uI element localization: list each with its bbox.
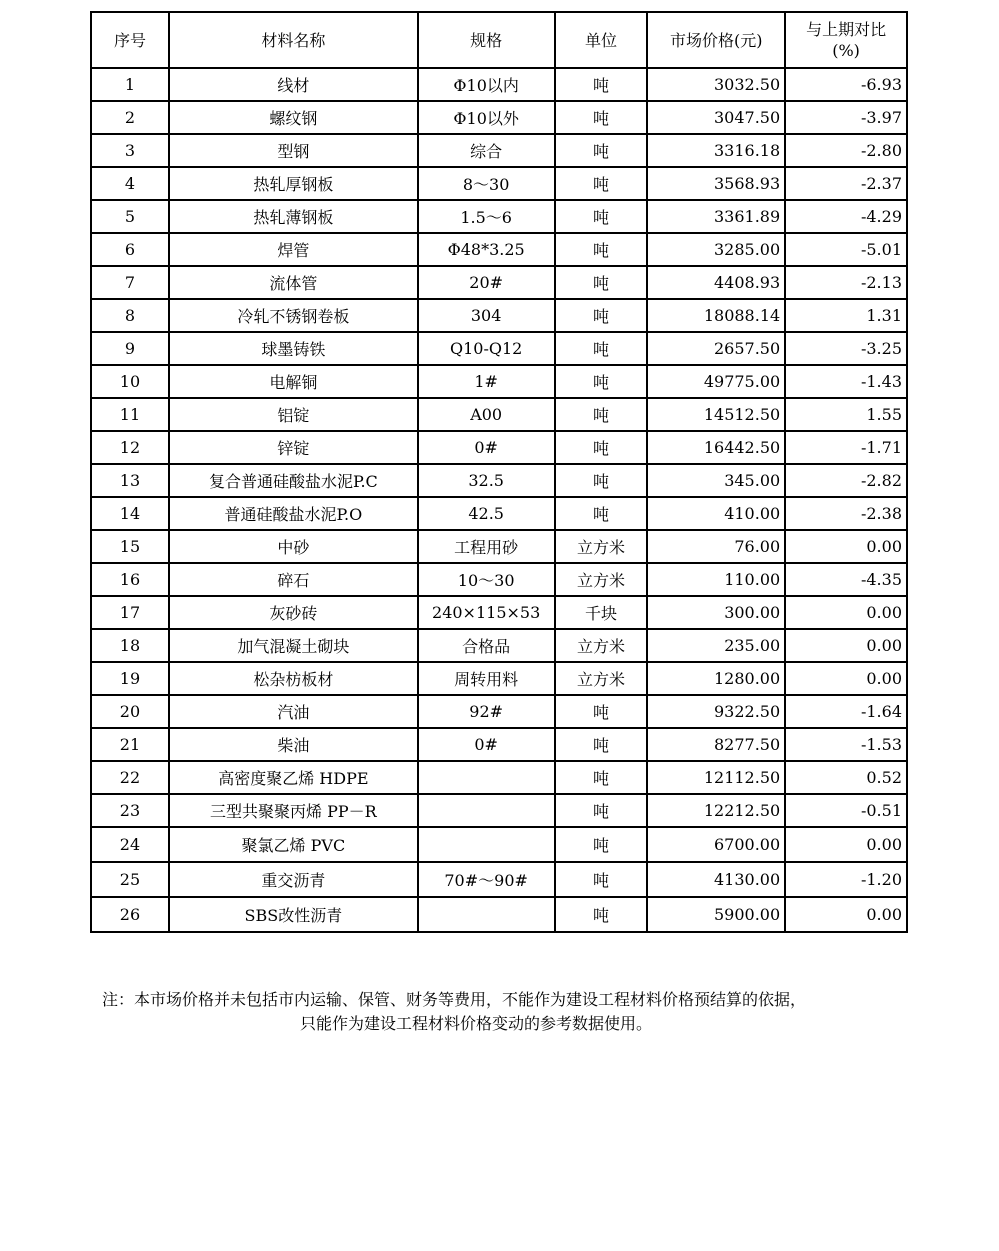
cell-unit: 立方米 — [555, 662, 648, 695]
cell-spec: 1.5～6 — [418, 200, 555, 233]
cell-price: 235.00 — [647, 629, 785, 662]
cell-spec: Φ10以内 — [418, 68, 555, 101]
cell-change: 0.00 — [785, 827, 907, 862]
cell-seq: 12 — [91, 431, 169, 464]
cell-price: 9322.50 — [647, 695, 785, 728]
header-change — [785, 12, 907, 68]
cell-name: 球墨铸铁 — [169, 332, 418, 365]
cell-spec: A00 — [418, 398, 555, 431]
cell-spec: 0# — [418, 431, 555, 464]
cell-spec — [418, 794, 555, 827]
cell-seq: 5 — [91, 200, 169, 233]
cell-unit: 吨 — [555, 897, 648, 932]
cell-change: -2.82 — [785, 464, 907, 497]
cell-spec — [418, 827, 555, 862]
table-row — [91, 794, 907, 827]
cell-seq: 2 — [91, 101, 169, 134]
table-row — [91, 530, 907, 563]
cell-name: 聚氯乙烯 PVC — [169, 827, 418, 862]
cell-price: 18088.14 — [647, 299, 785, 332]
cell-unit: 吨 — [555, 761, 648, 794]
header-change-line2: (%) — [832, 41, 860, 60]
cell-seq: 24 — [91, 827, 169, 862]
cell-spec: 304 — [418, 299, 555, 332]
cell-name: 松杂枋板材 — [169, 662, 418, 695]
cell-name: 三型共聚聚丙烯 PP－R — [169, 794, 418, 827]
cell-seq: 18 — [91, 629, 169, 662]
cell-seq: 8 — [91, 299, 169, 332]
header-row — [91, 12, 907, 68]
cell-spec: 1# — [418, 365, 555, 398]
table-row — [91, 431, 907, 464]
cell-unit: 吨 — [555, 497, 648, 530]
table-row — [91, 464, 907, 497]
cell-name: 普通硅酸盐水泥P.O — [169, 497, 418, 530]
cell-unit: 吨 — [555, 862, 648, 897]
table-row — [91, 662, 907, 695]
table-row — [91, 167, 907, 200]
cell-seq: 21 — [91, 728, 169, 761]
cell-unit: 吨 — [555, 134, 648, 167]
cell-name: 碎石 — [169, 563, 418, 596]
cell-unit: 吨 — [555, 365, 648, 398]
cell-price: 8277.50 — [647, 728, 785, 761]
cell-name: SBS改性沥青 — [169, 897, 418, 932]
cell-name: 焊管 — [169, 233, 418, 266]
cell-name: 加气混凝土砌块 — [169, 629, 418, 662]
cell-spec: 32.5 — [418, 464, 555, 497]
cell-seq: 16 — [91, 563, 169, 596]
cell-spec: Φ48*3.25 — [418, 233, 555, 266]
cell-change: -1.43 — [785, 365, 907, 398]
cell-seq: 11 — [91, 398, 169, 431]
cell-seq: 20 — [91, 695, 169, 728]
cell-change: -1.53 — [785, 728, 907, 761]
table-row — [91, 596, 907, 629]
cell-unit: 吨 — [555, 332, 648, 365]
cell-spec: 周转用料 — [418, 662, 555, 695]
table-row — [91, 497, 907, 530]
cell-change: -3.25 — [785, 332, 907, 365]
cell-price: 3361.89 — [647, 200, 785, 233]
cell-price: 2657.50 — [647, 332, 785, 365]
cell-price: 110.00 — [647, 563, 785, 596]
cell-seq: 7 — [91, 266, 169, 299]
cell-price: 12212.50 — [647, 794, 785, 827]
cell-unit: 吨 — [555, 233, 648, 266]
cell-change: -4.29 — [785, 200, 907, 233]
cell-spec: Φ10以外 — [418, 101, 555, 134]
cell-spec: 42.5 — [418, 497, 555, 530]
cell-unit: 吨 — [555, 464, 648, 497]
table-row — [91, 629, 907, 662]
table-row — [91, 728, 907, 761]
cell-seq: 1 — [91, 68, 169, 101]
cell-seq: 22 — [91, 761, 169, 794]
table-row — [91, 134, 907, 167]
cell-unit: 吨 — [555, 728, 648, 761]
cell-name: 电解铜 — [169, 365, 418, 398]
header-seq: 序号 — [91, 12, 169, 68]
footnote-line1: 注：本市场价格并未包括市内运输、保管、财务等费用，不能作为建设工程材料价格预结算的依据， — [102, 990, 807, 1009]
cell-spec: 70#～90# — [418, 862, 555, 897]
cell-change: 0.00 — [785, 662, 907, 695]
table-row — [91, 827, 907, 862]
cell-spec: 0# — [418, 728, 555, 761]
cell-change: 0.00 — [785, 596, 907, 629]
header-spec: 规格 — [418, 12, 555, 68]
table-row — [91, 233, 907, 266]
cell-price: 12112.50 — [647, 761, 785, 794]
cell-seq: 19 — [91, 662, 169, 695]
cell-name: 高密度聚乙烯 HDPE — [169, 761, 418, 794]
cell-price: 3316.18 — [647, 134, 785, 167]
cell-unit: 吨 — [555, 695, 648, 728]
cell-name: 柴油 — [169, 728, 418, 761]
cell-seq: 17 — [91, 596, 169, 629]
table-row — [91, 695, 907, 728]
cell-price: 49775.00 — [647, 365, 785, 398]
cell-unit: 吨 — [555, 794, 648, 827]
cell-unit: 千块 — [555, 596, 648, 629]
cell-seq: 3 — [91, 134, 169, 167]
cell-spec: Q10-Q12 — [418, 332, 555, 365]
cell-name: 铝锭 — [169, 398, 418, 431]
cell-seq: 4 — [91, 167, 169, 200]
cell-price: 4408.93 — [647, 266, 785, 299]
cell-price: 4130.00 — [647, 862, 785, 897]
cell-change: 0.52 — [785, 761, 907, 794]
material-price-table — [90, 11, 908, 933]
table-row — [91, 563, 907, 596]
cell-price: 76.00 — [647, 530, 785, 563]
cell-seq: 14 — [91, 497, 169, 530]
cell-change: -2.80 — [785, 134, 907, 167]
cell-change: -1.20 — [785, 862, 907, 897]
table-row — [91, 68, 907, 101]
cell-seq: 13 — [91, 464, 169, 497]
cell-name: 冷轧不锈钢卷板 — [169, 299, 418, 332]
cell-name: 复合普通硅酸盐水泥P.C — [169, 464, 418, 497]
cell-change: -5.01 — [785, 233, 907, 266]
cell-price: 1280.00 — [647, 662, 785, 695]
cell-price: 3568.93 — [647, 167, 785, 200]
cell-change: -6.93 — [785, 68, 907, 101]
cell-unit: 吨 — [555, 827, 648, 862]
cell-name: 锌锭 — [169, 431, 418, 464]
cell-seq: 6 — [91, 233, 169, 266]
cell-spec: 20# — [418, 266, 555, 299]
cell-unit: 立方米 — [555, 563, 648, 596]
cell-spec: 10～30 — [418, 563, 555, 596]
cell-unit: 吨 — [555, 398, 648, 431]
table-row — [91, 101, 907, 134]
cell-price: 14512.50 — [647, 398, 785, 431]
cell-spec: 合格品 — [418, 629, 555, 662]
cell-price: 3032.50 — [647, 68, 785, 101]
table-row — [91, 897, 907, 932]
cell-spec — [418, 897, 555, 932]
cell-unit: 吨 — [555, 266, 648, 299]
header-name: 材料名称 — [169, 12, 418, 68]
cell-name: 汽油 — [169, 695, 418, 728]
cell-spec: 92# — [418, 695, 555, 728]
table-row — [91, 266, 907, 299]
cell-name: 灰砂砖 — [169, 596, 418, 629]
table-row — [91, 299, 907, 332]
cell-change: 1.55 — [785, 398, 907, 431]
cell-unit: 吨 — [555, 200, 648, 233]
cell-name: 热轧厚钢板 — [169, 167, 418, 200]
cell-seq: 10 — [91, 365, 169, 398]
cell-name: 螺纹钢 — [169, 101, 418, 134]
cell-change: -3.97 — [785, 101, 907, 134]
cell-unit: 吨 — [555, 167, 648, 200]
footnote-line2: 只能作为建设工程材料价格变动的参考数据使用。 — [300, 1014, 653, 1033]
cell-change: 0.00 — [785, 530, 907, 563]
cell-change: 0.00 — [785, 897, 907, 932]
cell-seq: 26 — [91, 897, 169, 932]
cell-name: 热轧薄钢板 — [169, 200, 418, 233]
cell-unit: 立方米 — [555, 629, 648, 662]
cell-unit: 吨 — [555, 68, 648, 101]
table-row — [91, 200, 907, 233]
cell-unit: 吨 — [555, 299, 648, 332]
cell-name: 重交沥青 — [169, 862, 418, 897]
cell-change: -4.35 — [785, 563, 907, 596]
cell-change: 0.00 — [785, 629, 907, 662]
cell-unit: 吨 — [555, 101, 648, 134]
cell-price: 6700.00 — [647, 827, 785, 862]
header-unit: 单位 — [555, 12, 648, 68]
cell-price: 3047.50 — [647, 101, 785, 134]
cell-unit: 吨 — [555, 431, 648, 464]
header-price: 市场价格(元) — [647, 12, 785, 68]
cell-spec: 240×115×53 — [418, 596, 555, 629]
cell-seq: 25 — [91, 862, 169, 897]
cell-change: -2.37 — [785, 167, 907, 200]
cell-price: 410.00 — [647, 497, 785, 530]
cell-change: -2.13 — [785, 266, 907, 299]
cell-spec — [418, 761, 555, 794]
cell-seq: 9 — [91, 332, 169, 365]
table-row — [91, 332, 907, 365]
cell-seq: 23 — [91, 794, 169, 827]
cell-name: 中砂 — [169, 530, 418, 563]
cell-price: 3285.00 — [647, 233, 785, 266]
cell-spec: 8～30 — [418, 167, 555, 200]
table-row — [91, 761, 907, 794]
table-row — [91, 398, 907, 431]
cell-change: -1.71 — [785, 431, 907, 464]
cell-name: 型钢 — [169, 134, 418, 167]
cell-spec: 综合 — [418, 134, 555, 167]
cell-price: 300.00 — [647, 596, 785, 629]
cell-change: -0.51 — [785, 794, 907, 827]
cell-name: 线材 — [169, 68, 418, 101]
cell-name: 流体管 — [169, 266, 418, 299]
cell-change: -1.64 — [785, 695, 907, 728]
cell-price: 5900.00 — [647, 897, 785, 932]
footnote — [102, 988, 902, 1036]
cell-price: 345.00 — [647, 464, 785, 497]
header-change-line1: 与上期对比 — [806, 20, 887, 39]
cell-unit: 立方米 — [555, 530, 648, 563]
table-row — [91, 365, 907, 398]
cell-spec: 工程用砂 — [418, 530, 555, 563]
cell-price: 16442.50 — [647, 431, 785, 464]
cell-change: -2.38 — [785, 497, 907, 530]
table-row — [91, 862, 907, 897]
table-body — [91, 68, 907, 932]
cell-seq: 15 — [91, 530, 169, 563]
cell-change: 1.31 — [785, 299, 907, 332]
